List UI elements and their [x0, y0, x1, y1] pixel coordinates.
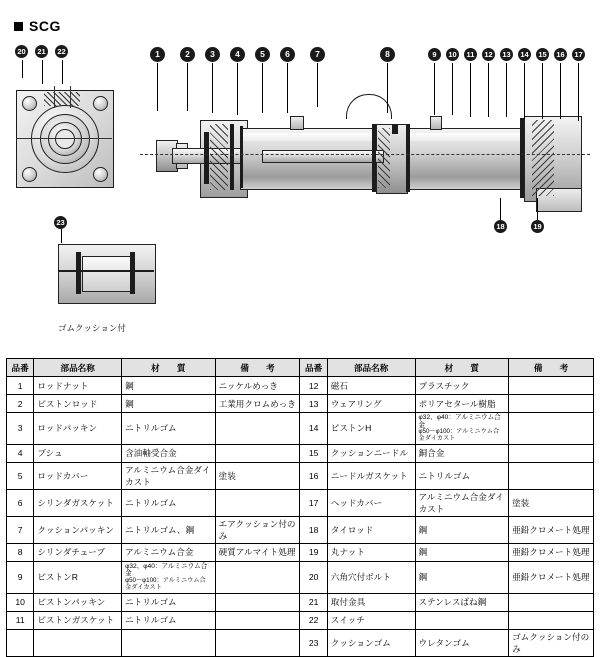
cell-remark: 亜鉛クロメート処理	[509, 516, 594, 543]
th-no-right: 品番	[300, 359, 327, 377]
cell-no: 11	[7, 611, 34, 629]
cover-hatch	[532, 120, 554, 196]
cell-material: プラスチック	[415, 377, 509, 395]
center-line	[58, 270, 154, 272]
cell-no: 14	[300, 413, 327, 445]
leader-line	[317, 63, 318, 107]
callout-9: 9	[428, 48, 441, 61]
table-row	[7, 462, 594, 489]
rod-packing	[204, 132, 209, 184]
cover-hatch	[210, 124, 228, 190]
cell-no: 17	[300, 489, 327, 516]
parts-table	[6, 358, 594, 657]
needle-port	[430, 116, 442, 130]
cell-name: ヘッドカバー	[327, 489, 415, 516]
callout-22: 22	[55, 45, 68, 58]
cell-material: 鋼	[122, 395, 216, 413]
cell-name: クッションニードル	[327, 444, 415, 462]
leader-line	[62, 60, 63, 84]
cell-remark	[509, 395, 594, 413]
cell-no: 7	[7, 516, 34, 543]
cell-remark	[215, 444, 300, 462]
piston-gasket	[406, 124, 410, 192]
cell-remark	[509, 462, 594, 489]
th-no-left: 品番	[7, 359, 34, 377]
cell-material: φ32、φ40：アルミニウム合金 φ50～φ100：アルミニウム合金ダイカスト	[122, 561, 216, 593]
leader-line	[452, 63, 453, 115]
callout-14: 14	[518, 48, 531, 61]
cell-name	[34, 629, 122, 656]
cell-name: シリンダチューブ	[34, 543, 122, 561]
table-header-row	[7, 359, 594, 377]
callout-4: 4	[230, 47, 245, 62]
cell-remark	[215, 611, 300, 629]
cell-material: ウレタンゴム	[415, 629, 509, 656]
mounting-hole	[93, 96, 108, 111]
cell-remark: 亜鉛クロメート処理	[509, 543, 594, 561]
cell-material: ニトリルゴム	[122, 611, 216, 629]
cell-material: 含油軸受合金	[122, 444, 216, 462]
leader-line	[500, 198, 501, 220]
cushion-rubber	[130, 252, 135, 294]
table-row	[7, 395, 594, 413]
cell-name: スイッチ	[327, 611, 415, 629]
th-remark-right: 備 考	[509, 359, 594, 377]
mounting-hole	[22, 167, 37, 182]
cell-material: ニトリルゴム	[122, 413, 216, 445]
leader-line	[157, 63, 158, 111]
leader-line	[212, 63, 213, 113]
cell-remark: 硬質アルマイト処理	[215, 543, 300, 561]
cell-remark	[509, 444, 594, 462]
cell-remark	[215, 629, 300, 656]
cell-name: 取付金具	[327, 593, 415, 611]
table-row	[7, 444, 594, 462]
magnet	[392, 124, 398, 134]
cell-no: 3	[7, 413, 34, 445]
piston-hatch	[378, 128, 390, 188]
cell-name: ブシュ	[34, 444, 122, 462]
cushion-core	[82, 256, 132, 292]
table-row	[7, 543, 594, 561]
head-gasket	[520, 118, 524, 198]
cell-name: ニードルガスケット	[327, 462, 415, 489]
cushion-packing	[240, 126, 243, 188]
cell-material: 鋼	[122, 377, 216, 395]
section-view	[140, 80, 590, 240]
table-row	[7, 377, 594, 395]
leader-line	[434, 63, 435, 115]
switch-bracket-hatch	[44, 92, 80, 106]
callout-10: 10	[446, 48, 459, 61]
th-material-left: 材 質	[122, 359, 216, 377]
cell-name: 丸ナット	[327, 543, 415, 561]
cell-remark: エアクッション付のみ	[215, 516, 300, 543]
cell-no: 22	[300, 611, 327, 629]
leader-line	[262, 63, 263, 113]
table-row	[7, 629, 594, 656]
cell-material: ステンレスばね鋼	[415, 593, 509, 611]
th-name-left: 部品名称	[34, 359, 122, 377]
leader-line	[542, 63, 543, 119]
cell-material: アルミニウム合金ダイカスト	[122, 462, 216, 489]
cell-name: ロッドナット	[34, 377, 122, 395]
leader-line	[506, 63, 507, 117]
cell-remark	[215, 593, 300, 611]
page-title: SCG	[29, 18, 61, 34]
cushion-detail-view	[40, 230, 170, 318]
bolt-line	[70, 86, 71, 108]
cell-remark: 工業用クロムめっき	[215, 395, 300, 413]
cell-remark: 亜鉛クロメート処理	[509, 561, 594, 593]
th-material-right: 材 質	[415, 359, 509, 377]
leader-line	[42, 60, 43, 84]
cell-name: ピストンパッキン	[34, 593, 122, 611]
cell-name: 六角穴付ボルト	[327, 561, 415, 593]
cell-name: タイロッド	[327, 516, 415, 543]
cell-remark: 塗装	[509, 489, 594, 516]
cell-remark	[215, 489, 300, 516]
cell-no: 21	[300, 593, 327, 611]
center-line-h	[16, 138, 112, 139]
cell-name: ロッドパッキン	[34, 413, 122, 445]
th-name-right: 部品名称	[327, 359, 415, 377]
center-line	[140, 154, 590, 155]
callout-13: 13	[500, 48, 513, 61]
callout-2: 2	[180, 47, 195, 62]
cell-no: 10	[7, 593, 34, 611]
leader-line	[237, 63, 238, 115]
cell-no: 13	[300, 395, 327, 413]
cell-material	[415, 611, 509, 629]
cell-material: ニトリルゴム	[122, 489, 216, 516]
cell-name: 磁石	[327, 377, 415, 395]
assembly-drawing	[0, 30, 600, 350]
callout-12: 12	[482, 48, 495, 61]
callout-1: 1	[150, 47, 165, 62]
callout-5: 5	[255, 47, 270, 62]
callout-16: 16	[554, 48, 567, 61]
cylinder-gasket	[230, 124, 234, 190]
cell-no: 9	[7, 561, 34, 593]
callout-17: 17	[572, 48, 585, 61]
cell-name: クッションパッキン	[34, 516, 122, 543]
cell-name: クッションゴム	[327, 629, 415, 656]
table-row	[7, 611, 594, 629]
leader-line	[22, 60, 23, 78]
cell-no: 2	[7, 395, 34, 413]
callout-19: 19	[531, 220, 544, 233]
cell-material	[122, 629, 216, 656]
table-row	[7, 489, 594, 516]
leader-line	[61, 229, 62, 243]
cell-no: 16	[300, 462, 327, 489]
cell-material: 鋼	[415, 543, 509, 561]
cell-material: ポリアセタール樹脂	[415, 395, 509, 413]
cell-remark	[509, 593, 594, 611]
callout-6: 6	[280, 47, 295, 62]
callout-7: 7	[310, 47, 325, 62]
cell-name: ロッドカバー	[34, 462, 122, 489]
cell-no: 6	[7, 489, 34, 516]
cell-no: 12	[300, 377, 327, 395]
end-view	[14, 82, 124, 192]
cell-remark: ゴムクッション付のみ	[509, 629, 594, 656]
port	[290, 116, 304, 130]
th-remark-left: 備 考	[215, 359, 300, 377]
cell-remark	[215, 413, 300, 445]
cell-no: 1	[7, 377, 34, 395]
cushion-rubber	[76, 252, 81, 294]
tie-rod-arc	[346, 94, 392, 119]
leader-line	[187, 63, 188, 111]
mounting-hole	[93, 167, 108, 182]
callout-11: 11	[464, 48, 477, 61]
bolt-line	[54, 86, 55, 108]
cell-material: 銅合金	[415, 444, 509, 462]
leader-line	[470, 63, 471, 117]
cell-no: 19	[300, 543, 327, 561]
callout-23: 23	[54, 216, 67, 229]
cell-material: アルミニウム合金ダイカスト	[415, 489, 509, 516]
cell-remark	[509, 377, 594, 395]
cell-material: φ32、φ40：アルミニウム合金 φ50～φ100：アルミニウム合金ダイカスト	[415, 413, 509, 445]
cell-remark: ニッケルめっき	[215, 377, 300, 395]
leader-line	[524, 63, 525, 119]
cell-remark	[215, 561, 300, 593]
cell-no: 20	[300, 561, 327, 593]
piston-packing	[372, 124, 376, 192]
cell-no: 5	[7, 462, 34, 489]
mounting-hole	[22, 96, 37, 111]
detail-caption: ゴムクッション付	[58, 323, 126, 333]
callout-15: 15	[536, 48, 549, 61]
leader-line	[387, 63, 388, 113]
table-body	[7, 377, 594, 657]
callout-3: 3	[205, 47, 220, 62]
cell-name: ピストンロッド	[34, 395, 122, 413]
cell-remark: 塗装	[215, 462, 300, 489]
callout-18: 18	[494, 220, 507, 233]
bore-center	[55, 129, 75, 149]
table-row	[7, 561, 594, 593]
cell-no: 18	[300, 516, 327, 543]
cell-no: 15	[300, 444, 327, 462]
cell-name: ピストンR	[34, 561, 122, 593]
leader-line	[537, 198, 538, 220]
cell-material: 鋼	[415, 561, 509, 593]
cell-material: ニトリルゴム	[415, 462, 509, 489]
cell-name: ウェアリング	[327, 395, 415, 413]
callout-20: 20	[15, 45, 28, 58]
cell-remark	[509, 413, 594, 445]
cell-no: 8	[7, 543, 34, 561]
cell-name: ピストンガスケット	[34, 611, 122, 629]
callout-21: 21	[35, 45, 48, 58]
table-row	[7, 516, 594, 543]
cell-material: アルミニウム合金	[122, 543, 216, 561]
cell-remark	[509, 611, 594, 629]
cell-name: ピストンH	[327, 413, 415, 445]
leader-line	[560, 63, 561, 119]
callout-8: 8	[380, 47, 395, 62]
leader-line	[578, 63, 579, 121]
table-row	[7, 413, 594, 445]
cell-material: 鋼	[415, 516, 509, 543]
rod-inner	[262, 150, 384, 163]
cell-material: ニトリルゴム、鋼	[122, 516, 216, 543]
cell-name: シリンダガスケット	[34, 489, 122, 516]
cell-no: 23	[300, 629, 327, 656]
cell-material: ニトリルゴム	[122, 593, 216, 611]
table-row	[7, 593, 594, 611]
cell-no: 4	[7, 444, 34, 462]
cell-no	[7, 629, 34, 656]
leader-line	[287, 63, 288, 113]
leader-line	[488, 63, 489, 117]
